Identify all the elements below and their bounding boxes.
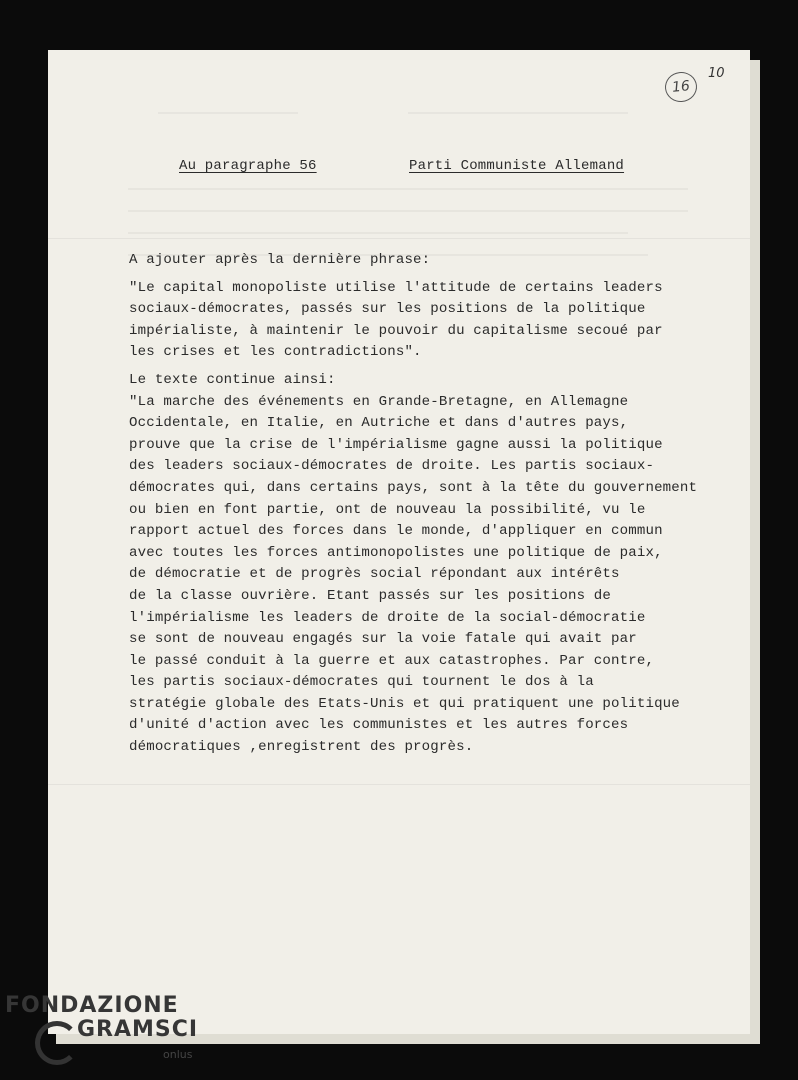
body-line: des leaders sociaux-démocrates de droite. Les partis sociaux- <box>129 458 655 475</box>
body-line: d'unité d'action avec les communistes et les autres forces <box>129 717 629 734</box>
section-heading: Au paragraphe 56 <box>179 158 317 174</box>
body-line: les partis sociaux-démocrates qui tournent le dos à la <box>129 674 594 691</box>
watermark-line-2: GRAMSCI <box>77 1017 199 1042</box>
body-line: impérialiste, à maintenir le pouvoir du capitalisme secoué par <box>129 322 663 339</box>
archive-number-stamp: 16 <box>664 70 699 103</box>
paper-fold-line <box>48 784 750 785</box>
body-line: démocrates qui, dans certains pays, sont à la tête du gouvernement <box>129 479 698 496</box>
watermark-line-1: FONDAZIONE <box>5 993 179 1018</box>
body-line: rapport actuel des forces dans le monde, d'appliquer en commun <box>129 523 663 540</box>
body-line: stratégie globale des Etats-Unis et qui pratiquent une politique <box>129 695 680 712</box>
body-line: Occidentale, en Italie, en Autriche et dans d'autres pays, <box>129 415 629 432</box>
fondazione-gramsci-watermark <box>5 993 205 1073</box>
body-line: le passé conduit à la guerre et aux catastrophes. Par contre, <box>129 652 655 669</box>
body-line: l'impérialisme les leaders de droite de la social-démocratie <box>129 609 646 626</box>
body-line: ou bien en font partie, ont de nouveau la possibilité, vu le <box>129 501 646 518</box>
body-line: "La marche des événements en Grande-Bretagne, en Allemagne <box>129 393 629 410</box>
document-page <box>48 50 750 1034</box>
watermark-line-3: onlus <box>163 1048 193 1061</box>
body-line: "Le capital monopoliste utilise l'attitude de certains leaders <box>129 279 663 296</box>
party-heading: Parti Communiste Allemand <box>409 158 625 174</box>
paper-fold-line <box>48 238 750 239</box>
body-line: démocratiques ,enregistrent des progrès. <box>129 739 474 756</box>
body-line: A ajouter après la dernière phrase: <box>129 252 431 268</box>
body-line: de démocratie et de progrès social répondant aux intérêts <box>129 566 620 583</box>
document-body <box>129 250 729 759</box>
folio-number: 10 <box>708 66 725 81</box>
gramsci-logo-icon <box>35 1021 79 1065</box>
body-line: avec toutes les forces antimonopolistes une politique de paix, <box>129 544 663 561</box>
body-line: prouve que la crise de l'impérialisme gagne aussi la politique <box>129 436 663 453</box>
body-line: les crises et les contradictions". <box>129 344 422 361</box>
body-line: se sont de nouveau engagés sur la voie fatale qui avait par <box>129 631 637 648</box>
body-line: Le texte continue ainsi: <box>129 371 336 388</box>
body-line: de la classe ouvrière. Etant passés sur les positions de <box>129 587 612 604</box>
body-line: sociaux-démocrates, passés sur les positions de la politique <box>129 301 646 318</box>
